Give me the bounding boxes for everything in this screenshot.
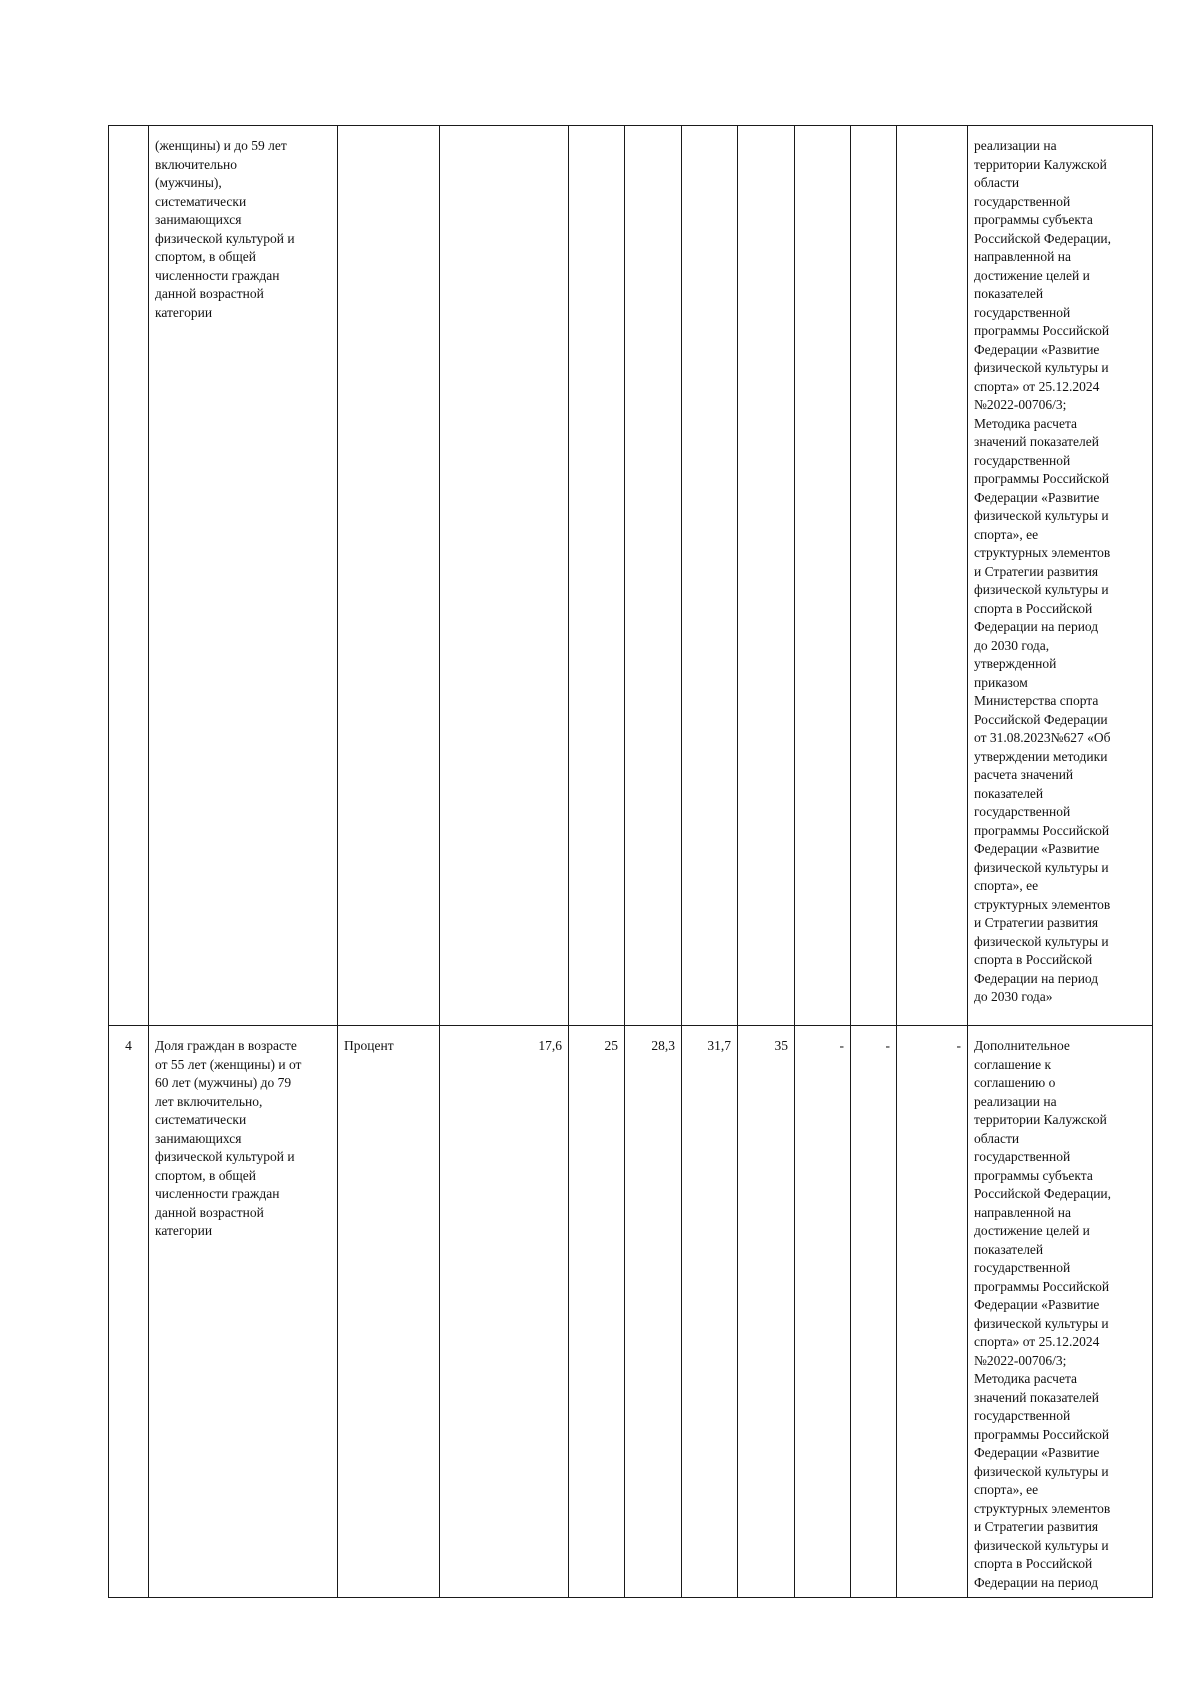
source-document: Дополнительное соглашение к соглашению о реализации на территории Калужской области государственной программы субъекта Российской Федерации, направленной на достижение целей и показателей государственной программы Российской Федерации «Развитие физической культуры и спорта» от 25.12.2024 №2022-00706/3; Методика расчета значений показателей государственной программы Российской Федерации «Развитие физической культуры и спорта», ее структурных элементов и Стратегии развития физической культуры и спорта в Российской Федерации на период xyxy=(968,1026,1153,1598)
value-cell xyxy=(738,126,795,1026)
value-cell: 28,3 xyxy=(625,1026,682,1598)
unit-cell: Процент xyxy=(338,1026,440,1598)
value-cell: - xyxy=(795,1026,851,1598)
row-number: 4 xyxy=(109,1026,149,1598)
value-cell xyxy=(897,126,968,1026)
indicator-name: Доля граждан в возрасте от 55 лет (женщины) и от 60 лет (мужчины) до 79 лет включительно, систематически занимающихся физической культурой и спортом, в общей численности граждан данной возрастной категории xyxy=(149,1026,338,1598)
source-document: реализации на территории Калужской области государственной программы субъекта Российской Федерации, направленной на достижение целей и показателей государственной программы Российской Федерации «Развитие физической культуры и спорта» от 25.12.2024 №2022-00706/3; Методика расчета значений показателей государственной программы Российской Федерации «Развитие физической культуры и спорта», ее структурных элементов и Стратегии развития физической культуры и спорта в Российской Федерации на период до 2030 года, утвержденной приказом Министерства спорта Российской Федерации от 31.08.2023№627 «Об утверждении методики расчета значений показателей государственной программы Российской Федерации «Развитие физической культуры и спорта», ее структурных элементов и Стратегии развития физической культуры и спорта в Российской Федерации на период до 2030 года» xyxy=(968,126,1153,1026)
indicator-name: (женщины) и до 59 лет включительно (мужчины), систематически занимающихся физической культурой и спортом, в общей численности граждан данной возрастной категории xyxy=(149,126,338,1026)
value-cell xyxy=(851,126,897,1026)
indicators-table xyxy=(108,125,1153,1598)
value-cell xyxy=(440,126,569,1026)
value-cell xyxy=(625,126,682,1026)
value-cell: 25 xyxy=(569,1026,625,1598)
value-cell xyxy=(569,126,625,1026)
table-row xyxy=(109,1026,1153,1598)
row-number xyxy=(109,126,149,1026)
value-cell: - xyxy=(851,1026,897,1598)
value-cell: 31,7 xyxy=(682,1026,738,1598)
table-row xyxy=(109,126,1153,1026)
value-cell: 17,6 xyxy=(440,1026,569,1598)
value-cell: 35 xyxy=(738,1026,795,1598)
value-cell: - xyxy=(897,1026,968,1598)
value-cell xyxy=(682,126,738,1026)
value-cell xyxy=(795,126,851,1026)
unit-cell xyxy=(338,126,440,1026)
